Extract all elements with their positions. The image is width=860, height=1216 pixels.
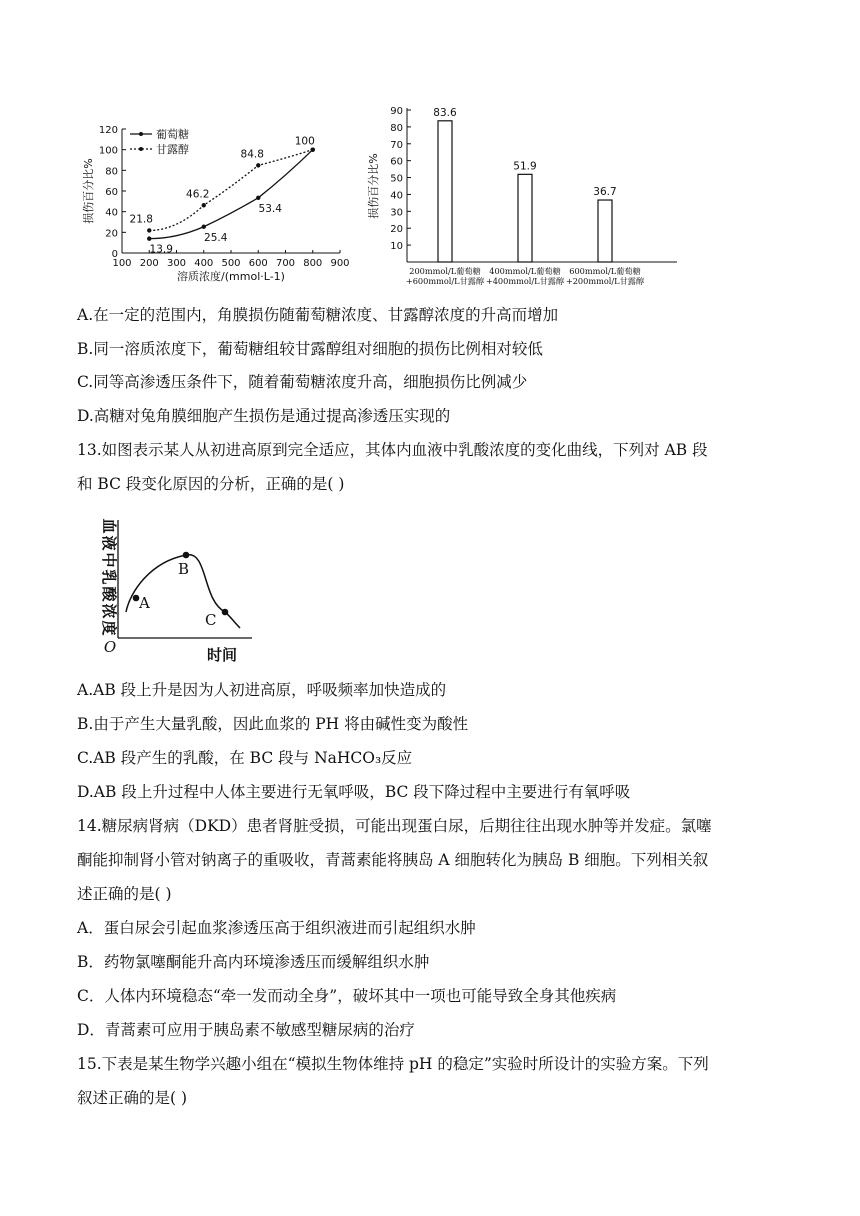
y-tick-label: 0 xyxy=(111,249,118,260)
series-1-point xyxy=(147,236,151,240)
y-tick-label: 60 xyxy=(105,187,118,198)
y-tick-label: 90 xyxy=(390,106,403,117)
category-label: 400mmol/L葡萄糖 xyxy=(489,266,561,276)
point-label-a: A xyxy=(139,594,150,612)
y-tick-label: 10 xyxy=(390,241,403,253)
y-tick-label: 70 xyxy=(390,139,403,151)
y-axis-label-char: 中 xyxy=(100,552,118,568)
y-axis-label: 损伤百分比% xyxy=(82,158,95,224)
q14-option-a: A．蛋白尿会引起血浆渗透压高于组织液进而引起组织水肿 xyxy=(77,919,476,937)
bar-value-label: 83.6 xyxy=(433,106,457,119)
q13-stem-line1: 13.如图表示某人从初进高原到完全适应，其体内血液中乳酸浓度的变化曲线，下列对 AB 段 xyxy=(77,441,708,459)
y-axis-label: 损伤百分比% xyxy=(367,153,380,219)
category-label: 200mmol/L葡萄糖 xyxy=(409,266,481,276)
x-tick-label: 100 xyxy=(112,258,132,269)
data-label: 84.8 xyxy=(240,148,264,161)
q15-stem-line1: 15.下表是某生物学兴趣小组在“模拟生物体维持 pH 的稳定”实验时所设计的实验方案。下列 xyxy=(77,1055,709,1073)
bar-1 xyxy=(438,121,452,262)
point-C xyxy=(222,609,229,616)
y-tick-label: 40 xyxy=(390,190,403,202)
data-label: 21.8 xyxy=(129,213,153,226)
x-axis-label: 时间 xyxy=(206,646,238,664)
bar-value-label: 36.7 xyxy=(593,186,617,199)
y-tick-label: 40 xyxy=(105,207,118,219)
y-tick-label: 20 xyxy=(105,228,118,240)
y-tick-label: 80 xyxy=(390,122,403,134)
data-label: 25.4 xyxy=(204,231,228,244)
x-tick-label: 500 xyxy=(221,258,241,269)
y-tick-label: 30 xyxy=(390,207,403,219)
q12-option-c: C.同等高渗透压条件下，随着葡萄糖浓度升高，细胞损伤比例减少 xyxy=(77,373,528,391)
series-line-2 xyxy=(149,150,313,231)
x-tick-label: 300 xyxy=(166,258,187,269)
q13-option-a: A.AB 段上升是因为人初进高原，呼吸频率加快造成的 xyxy=(77,681,447,699)
category-label: +600mmol/L甘露醇 xyxy=(405,276,485,286)
q13-option-c: C.AB 段产生的乳酸，在 BC 段与 NaHCO₃反应 xyxy=(77,749,413,767)
q13-stem-line2: 和 BC 段变化原因的分析，正确的是( ) xyxy=(77,475,345,493)
y-tick-label: 80 xyxy=(105,166,118,178)
q12-option-d: D.高糖对兔角膜细胞产生损伤是通过提高渗透压实现的 xyxy=(77,407,451,425)
x-tick-label: 800 xyxy=(303,258,323,269)
q14-option-d: D．青蒿素可应用于胰岛素不敏感型糖尿病的治疗 xyxy=(77,1021,415,1039)
bar-3 xyxy=(598,200,612,262)
series-1-point xyxy=(202,225,206,229)
y-tick-label: 100 xyxy=(98,145,118,157)
series-2-point xyxy=(202,203,206,207)
data-label: 13.9 xyxy=(149,243,173,256)
q14-option-b: B．药物氯噻酮能升高内环境渗透压而缓解组织水肿 xyxy=(77,953,430,971)
x-tick-label: 200 xyxy=(139,258,159,269)
lactate-curve-diagram xyxy=(90,512,260,672)
bar-value-label: 51.9 xyxy=(513,160,537,173)
y-axis-label-char: 血 xyxy=(100,518,118,534)
point-label-b: B xyxy=(178,560,190,578)
q14-stem-line2: 酮能抑制肾小管对钠离子的重吸收，青蒿素能将胰岛 A 细胞转化为胰岛 B 细胞。下列相关叙 xyxy=(77,851,709,869)
point-B xyxy=(183,552,190,559)
x-tick-label: 400 xyxy=(194,258,214,269)
data-label: 100 xyxy=(294,135,315,148)
q13-option-d: D.AB 段上升过程中人体主要进行无氧呼吸，BC 段下降过程中主要进行有氧呼吸 xyxy=(77,783,631,801)
legend-marker-2 xyxy=(139,147,143,151)
y-tick-label: 50 xyxy=(390,173,403,185)
legend-label: 葡萄糖 xyxy=(156,128,189,141)
category-label: 600mmol/L葡萄糖 xyxy=(569,266,641,276)
q15-stem-line2: 叙述正确的是( ) xyxy=(77,1089,188,1107)
q12-option-a: A.在一定的范围内，角膜损伤随葡萄糖浓度、甘露醇浓度的升高而增加 xyxy=(77,306,559,324)
series-2-point xyxy=(311,147,315,151)
data-label: 53.4 xyxy=(258,202,282,215)
y-tick-label: 60 xyxy=(390,156,403,168)
q14-option-c: C．人体内环境稳态“牵一发而动全身”，破坏其中一项也可能导致全身其他疾病 xyxy=(77,987,617,1005)
bar-chart-injury-mixed xyxy=(365,100,685,292)
y-axis-label-char: 浓 xyxy=(100,603,118,619)
data-label: 46.2 xyxy=(186,188,210,201)
series-2-point xyxy=(256,163,260,167)
category-label: +200mmol/L甘露醇 xyxy=(565,276,645,286)
x-tick-label: 600 xyxy=(248,258,268,269)
y-axis-label-char: 乳 xyxy=(100,569,118,585)
point-label-c: C xyxy=(205,611,217,629)
y-tick-label: 20 xyxy=(390,224,403,236)
origin-label: O xyxy=(103,638,117,656)
q14-stem-line1: 14.糖尿病肾病（DKD）患者肾脏受损，可能出现蛋白尿，后期往往出现水肿等并发症。氯噻 xyxy=(77,817,712,835)
category-label: +400mmol/L甘露醇 xyxy=(485,276,565,286)
bar-2 xyxy=(518,174,532,262)
line-chart-injury-vs-concentration xyxy=(80,118,355,288)
x-tick-label: 700 xyxy=(275,258,296,269)
y-tick-label: 120 xyxy=(98,125,118,136)
series-2-point xyxy=(147,228,151,232)
y-axis-label-char: 液 xyxy=(100,535,118,551)
x-tick-label: 900 xyxy=(330,258,350,269)
legend-marker-1 xyxy=(139,132,143,136)
x-axis-label: 溶质浓度/(mmol·L-1) xyxy=(177,270,285,283)
series-1-point xyxy=(256,196,260,200)
y-axis-label-char: 度 xyxy=(100,620,118,636)
q14-stem-line3: 述正确的是( ) xyxy=(77,885,172,903)
legend-label: 甘露醇 xyxy=(156,143,189,156)
q13-option-b: B.由于产生大量乳酸，因此血浆的 PH 将由碱性变为酸性 xyxy=(77,715,469,733)
q12-option-b: B.同一溶质浓度下，葡萄糖组较甘露醇组对细胞的损伤比例相对较低 xyxy=(77,340,543,358)
y-axis-label-char: 酸 xyxy=(100,586,118,602)
